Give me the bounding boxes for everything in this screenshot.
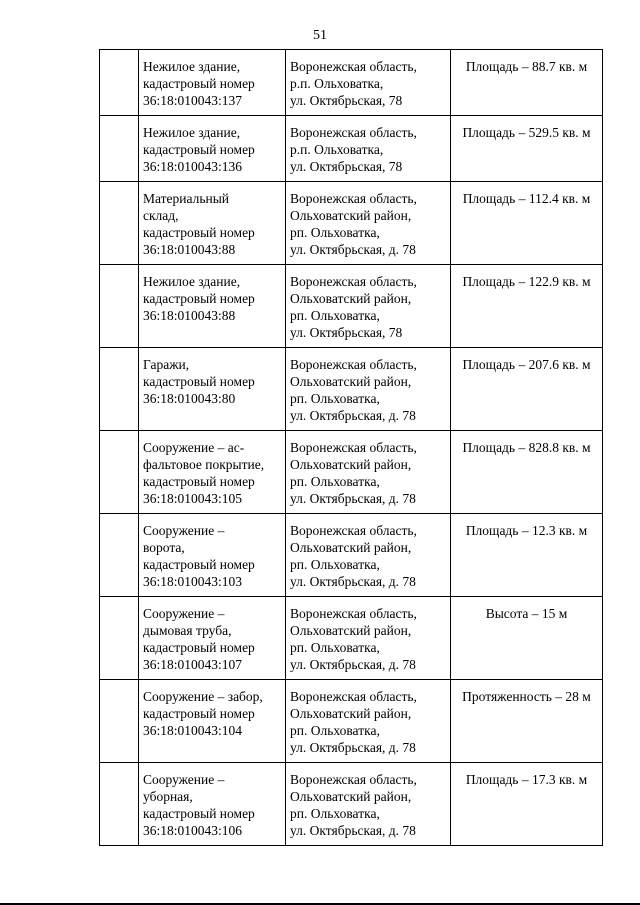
object-name-cell bbox=[139, 680, 286, 763]
table-row bbox=[100, 116, 603, 182]
table-row bbox=[100, 431, 603, 514]
row-number-cell bbox=[100, 680, 139, 763]
parameter-cell bbox=[451, 50, 603, 116]
address-line: Ольховатский район, bbox=[290, 457, 412, 472]
address-line: ул. Октябрьская, д. 78 bbox=[290, 740, 416, 755]
address-line: ул. Октябрьская, д. 78 bbox=[290, 408, 416, 423]
parameter-value: Площадь – 122.9 кв. м bbox=[462, 274, 591, 289]
property-table-body bbox=[100, 50, 603, 846]
row-number-cell bbox=[100, 50, 139, 116]
table-row bbox=[100, 763, 603, 846]
object-name-line: 36:18:010043:88 bbox=[143, 308, 236, 323]
object-name-cell bbox=[139, 597, 286, 680]
table-row bbox=[100, 50, 603, 116]
property-table bbox=[99, 49, 603, 846]
address-line: ул. Октябрьская, 78 bbox=[290, 325, 403, 340]
row-number-cell bbox=[100, 763, 139, 846]
object-name-line: Сооружение – забор, bbox=[143, 689, 263, 704]
object-name-line: кадастровый номер bbox=[143, 640, 255, 655]
object-name-line: Сооружение – bbox=[143, 606, 225, 621]
parameter-value: Площадь – 207.6 кв. м bbox=[462, 357, 591, 372]
address-line: Ольховатский район, bbox=[290, 706, 412, 721]
object-name-line: кадастровый номер bbox=[143, 291, 255, 306]
address-line: ул. Октябрьская, 78 bbox=[290, 93, 403, 108]
address-line: Воронежская область, bbox=[290, 689, 417, 704]
address-cell bbox=[286, 182, 451, 265]
parameter-value: Площадь – 112.4 кв. м bbox=[462, 191, 591, 206]
address-line: р.п. Ольховатка, bbox=[290, 76, 384, 91]
object-name-line: 36:18:010043:107 bbox=[143, 657, 243, 672]
parameter-cell bbox=[451, 680, 603, 763]
address-line: Воронежская область, bbox=[290, 191, 417, 206]
parameter-value: Площадь – 17.3 кв. м bbox=[465, 772, 588, 787]
row-number-cell bbox=[100, 431, 139, 514]
row-number-cell bbox=[100, 182, 139, 265]
address-line: Ольховатский район, bbox=[290, 789, 412, 804]
object-name-cell bbox=[139, 116, 286, 182]
object-name-line: кадастровый номер bbox=[143, 225, 255, 240]
address-line: рп. Ольховатка, bbox=[290, 225, 380, 240]
address-line: рп. Ольховатка, bbox=[290, 723, 380, 738]
address-line: ул. Октябрьская, д. 78 bbox=[290, 823, 416, 838]
address-line: Ольховатский район, bbox=[290, 623, 412, 638]
parameter-cell bbox=[451, 348, 603, 431]
parameter-value: Площадь – 529.5 кв. м bbox=[462, 125, 591, 140]
parameter-value: Протяженность – 28 м bbox=[462, 689, 591, 704]
address-line: рп. Ольховатка, bbox=[290, 806, 380, 821]
address-line: Воронежская область, bbox=[290, 772, 417, 787]
row-number-cell bbox=[100, 265, 139, 348]
object-name-cell bbox=[139, 514, 286, 597]
address-line: Воронежская область, bbox=[290, 125, 417, 140]
object-name-line: 36:18:010043:137 bbox=[143, 93, 243, 108]
parameter-value: Площадь – 88.7 кв. м bbox=[465, 59, 588, 74]
address-line: ул. Октябрьская, 78 bbox=[290, 159, 403, 174]
row-number-cell bbox=[100, 597, 139, 680]
object-name-cell bbox=[139, 763, 286, 846]
row-number-cell bbox=[100, 514, 139, 597]
table-row bbox=[100, 680, 603, 763]
address-line: Ольховатский район, bbox=[290, 208, 412, 223]
object-name-line: кадастровый номер bbox=[143, 557, 255, 572]
object-name-line: 36:18:010043:103 bbox=[143, 574, 243, 589]
object-name-line: Сооружение – bbox=[143, 523, 225, 538]
address-line: Ольховатский район, bbox=[290, 291, 412, 306]
object-name-line: Сооружение – bbox=[143, 772, 225, 787]
object-name-line: кадастровый номер bbox=[143, 76, 255, 91]
address-line: ул. Октябрьская, д. 78 bbox=[290, 574, 416, 589]
object-name-line: 36:18:010043:80 bbox=[143, 391, 236, 406]
object-name-line: кадастровый номер bbox=[143, 706, 255, 721]
parameter-cell bbox=[451, 116, 603, 182]
object-name-line: кадастровый номер bbox=[143, 374, 255, 389]
address-cell bbox=[286, 680, 451, 763]
parameter-value: Площадь – 828.8 кв. м bbox=[462, 440, 591, 455]
address-line: ул. Октябрьская, д. 78 bbox=[290, 242, 416, 257]
object-name-line: Материальный bbox=[143, 191, 230, 206]
address-line: ул. Октябрьская, д. 78 bbox=[290, 491, 416, 506]
parameter-value: Высота – 15 м bbox=[485, 606, 568, 621]
table-row bbox=[100, 265, 603, 348]
parameter-cell bbox=[451, 182, 603, 265]
object-name-line: уборная, bbox=[143, 789, 193, 804]
object-name-line: Нежилое здание, bbox=[143, 274, 241, 289]
object-name-cell bbox=[139, 348, 286, 431]
object-name-line: кадастровый номер bbox=[143, 142, 255, 157]
address-cell bbox=[286, 763, 451, 846]
address-line: ул. Октябрьская, д. 78 bbox=[290, 657, 416, 672]
object-name-line: Нежилое здание, bbox=[143, 59, 241, 74]
address-cell bbox=[286, 116, 451, 182]
address-cell bbox=[286, 265, 451, 348]
table-row bbox=[100, 597, 603, 680]
object-name-cell bbox=[139, 182, 286, 265]
object-name-line: дымовая труба, bbox=[143, 623, 232, 638]
object-name-line: Сооружение – ас- bbox=[143, 440, 245, 455]
row-number-cell bbox=[100, 116, 139, 182]
object-name-cell bbox=[139, 50, 286, 116]
parameter-cell bbox=[451, 597, 603, 680]
parameter-cell bbox=[451, 763, 603, 846]
object-name-line: 36:18:010043:104 bbox=[143, 723, 243, 738]
parameter-cell bbox=[451, 514, 603, 597]
row-number-cell bbox=[100, 348, 139, 431]
address-line: р.п. Ольховатка, bbox=[290, 142, 384, 157]
page-number: 51 bbox=[313, 28, 327, 43]
parameter-value: Площадь – 12.3 кв. м bbox=[465, 523, 588, 538]
address-line: рп. Ольховатка, bbox=[290, 308, 380, 323]
address-line: рп. Ольховатка, bbox=[290, 640, 380, 655]
address-cell bbox=[286, 50, 451, 116]
table-row bbox=[100, 348, 603, 431]
object-name-line: кадастровый номер bbox=[143, 474, 255, 489]
address-line: рп. Ольховатка, bbox=[290, 557, 380, 572]
address-line: рп. Ольховатка, bbox=[290, 391, 380, 406]
object-name-line: Нежилое здание, bbox=[143, 125, 241, 140]
address-cell bbox=[286, 431, 451, 514]
address-line: Воронежская область, bbox=[290, 606, 417, 621]
object-name-line: фальтовое покрытие, bbox=[143, 457, 265, 472]
object-name-line: Гаражи, bbox=[143, 357, 190, 372]
address-line: Воронежская область, bbox=[290, 523, 417, 538]
object-name-line: 36:18:010043:136 bbox=[143, 159, 243, 174]
address-line: Воронежская область, bbox=[290, 357, 417, 372]
address-line: Ольховатский район, bbox=[290, 374, 412, 389]
address-cell bbox=[286, 348, 451, 431]
object-name-cell bbox=[139, 265, 286, 348]
address-line: Воронежская область, bbox=[290, 274, 417, 289]
object-name-line: 36:18:010043:88 bbox=[143, 242, 236, 257]
table-row bbox=[100, 182, 603, 265]
address-line: рп. Ольховатка, bbox=[290, 474, 380, 489]
parameter-cell bbox=[451, 431, 603, 514]
address-line: Воронежская область, bbox=[290, 440, 417, 455]
object-name-line: кадастровый номер bbox=[143, 806, 255, 821]
table-row bbox=[100, 514, 603, 597]
object-name-line: 36:18:010043:105 bbox=[143, 491, 243, 506]
object-name-cell bbox=[139, 431, 286, 514]
address-line: Ольховатский район, bbox=[290, 540, 412, 555]
address-cell bbox=[286, 514, 451, 597]
address-line: Воронежская область, bbox=[290, 59, 417, 74]
object-name-line: 36:18:010043:106 bbox=[143, 823, 243, 838]
object-name-line: ворота, bbox=[143, 540, 185, 555]
parameter-cell bbox=[451, 265, 603, 348]
address-cell bbox=[286, 597, 451, 680]
object-name-line: склад, bbox=[143, 208, 179, 223]
